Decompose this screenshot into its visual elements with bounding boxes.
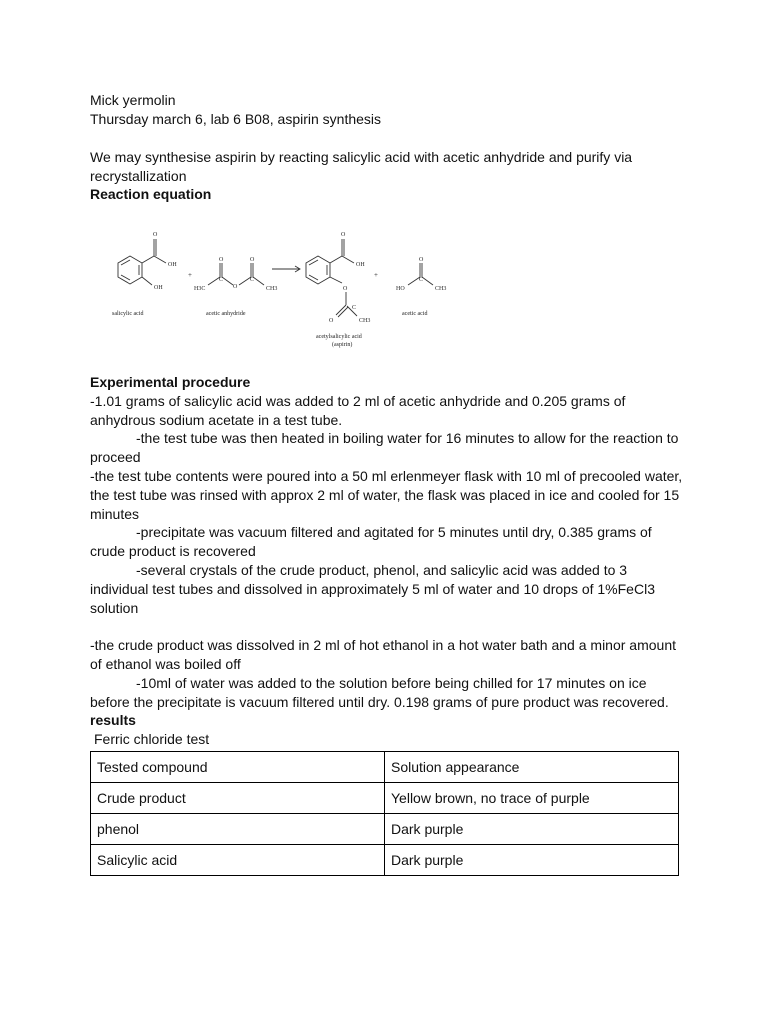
header — [90, 91, 685, 129]
procedure-step: -precipitate was vacuum filtered and agitated for 5 minutes until dry, 0.385 grams of crude product is recovered — [90, 524, 652, 560]
table-header-cell: Tested compound — [91, 752, 385, 783]
procedure-heading: Experimental procedure — [90, 374, 251, 390]
table-cell: Dark purple — [385, 814, 679, 845]
plus-sign: + — [374, 271, 378, 279]
intro-paragraph — [90, 148, 685, 186]
aspirin-label: acetylsalicylic acid — [316, 334, 362, 340]
table-header-row — [91, 752, 679, 783]
salicylic-acid-label: salicylic acid — [112, 311, 144, 317]
atom-label: CH3 — [266, 286, 278, 292]
aspirin-sublabel: (aspirin) — [332, 342, 353, 348]
table-cell: Yellow brown, no trace of purple — [385, 783, 679, 814]
acetic-anhydride-label: acetic anhydride — [206, 311, 246, 317]
atom-label: HO — [396, 286, 405, 292]
procedure-step: -the crude product was dissolved in 2 ml of hot ethanol in a hot water bath and a minor amount of ethanol was boiled off — [90, 637, 677, 672]
reaction-scheme — [100, 225, 460, 355]
table-row — [91, 783, 679, 814]
atom-label: OH — [154, 285, 163, 291]
salicylic-acid-structure — [118, 239, 166, 285]
procedure-step: -the test tube contents were poured into a 50 ml erlenmeyer flask with 10 ml of precooled water, the test tube was rinsed with approx 2 ml of water, the flask was placed in ice and cooled for 15 minutes — [90, 467, 683, 522]
atom-label: OH — [168, 262, 177, 268]
reaction-section — [90, 185, 685, 204]
table-cell: Crude product — [91, 783, 385, 814]
procedure-step: -the test tube was then heated in boiling water for 16 minutes to allow for the reaction to proceed — [90, 430, 679, 466]
atom-label: O — [419, 257, 424, 263]
table-cell: Dark purple — [385, 845, 679, 876]
table-row — [91, 814, 679, 845]
acetic-anhydride-structure — [208, 263, 264, 285]
reaction-heading: Reaction equation — [90, 186, 212, 202]
procedure-step: -10ml of water was added to the solution before being chilled for 17 minutes on ice before the precipitate is vacuum filtered until dry. 0.198 grams of pure product was recovered. — [90, 674, 669, 710]
table-row — [91, 845, 679, 876]
table-title: Ferric chloride test — [94, 730, 210, 747]
atom-label: OH — [356, 262, 365, 268]
session-line: Thursday march 6, lab 6 B08, aspirin synthesis — [90, 110, 382, 127]
atom-label: C — [419, 277, 424, 283]
atom-label: O — [153, 232, 158, 238]
procedure-section — [90, 373, 685, 711]
atom-label: O — [343, 286, 348, 292]
atom-label: C — [352, 305, 357, 311]
procedure-step: -1.01 grams of salicylic acid was added to 2 ml of acetic anhydride and 0.205 grams of anhydrous sodium acetate in a test tube. — [90, 392, 626, 428]
table-header-cell: Solution appearance — [385, 752, 679, 783]
aspirin-structure — [306, 239, 357, 317]
author-name: Mick yermolin — [90, 92, 176, 108]
atom-label: H3C — [194, 286, 206, 292]
atom-label: CH3 — [359, 318, 371, 324]
reaction-arrow — [272, 266, 300, 272]
atom-label: O — [219, 257, 224, 263]
atom-label: CH3 — [435, 286, 447, 292]
plus-sign: + — [188, 271, 192, 279]
results-section — [90, 711, 685, 749]
table-cell: phenol — [91, 814, 385, 845]
atom-label: C — [219, 277, 224, 283]
acetic-acid-label: acetic acid — [402, 311, 428, 317]
results-heading: results — [90, 712, 136, 728]
atom-label: O — [341, 232, 346, 238]
ferric-chloride-table — [90, 751, 679, 876]
atom-label: O — [250, 257, 255, 263]
table-cell: Salicylic acid — [91, 845, 385, 876]
atom-label: C — [250, 277, 255, 283]
procedure-step: -several crystals of the crude product, phenol, and salicylic acid was added to 3 individual test tubes and dissolved in approximately 5 ml of water and 10 drops of 1%FeCl3 solution — [90, 561, 655, 616]
atom-label: O — [329, 318, 334, 324]
intro-text: We may synthesise aspirin by reacting salicylic acid with acetic anhydride and purify via recrystallization — [90, 149, 633, 184]
spacer — [90, 617, 685, 636]
atom-label: O — [233, 284, 238, 290]
